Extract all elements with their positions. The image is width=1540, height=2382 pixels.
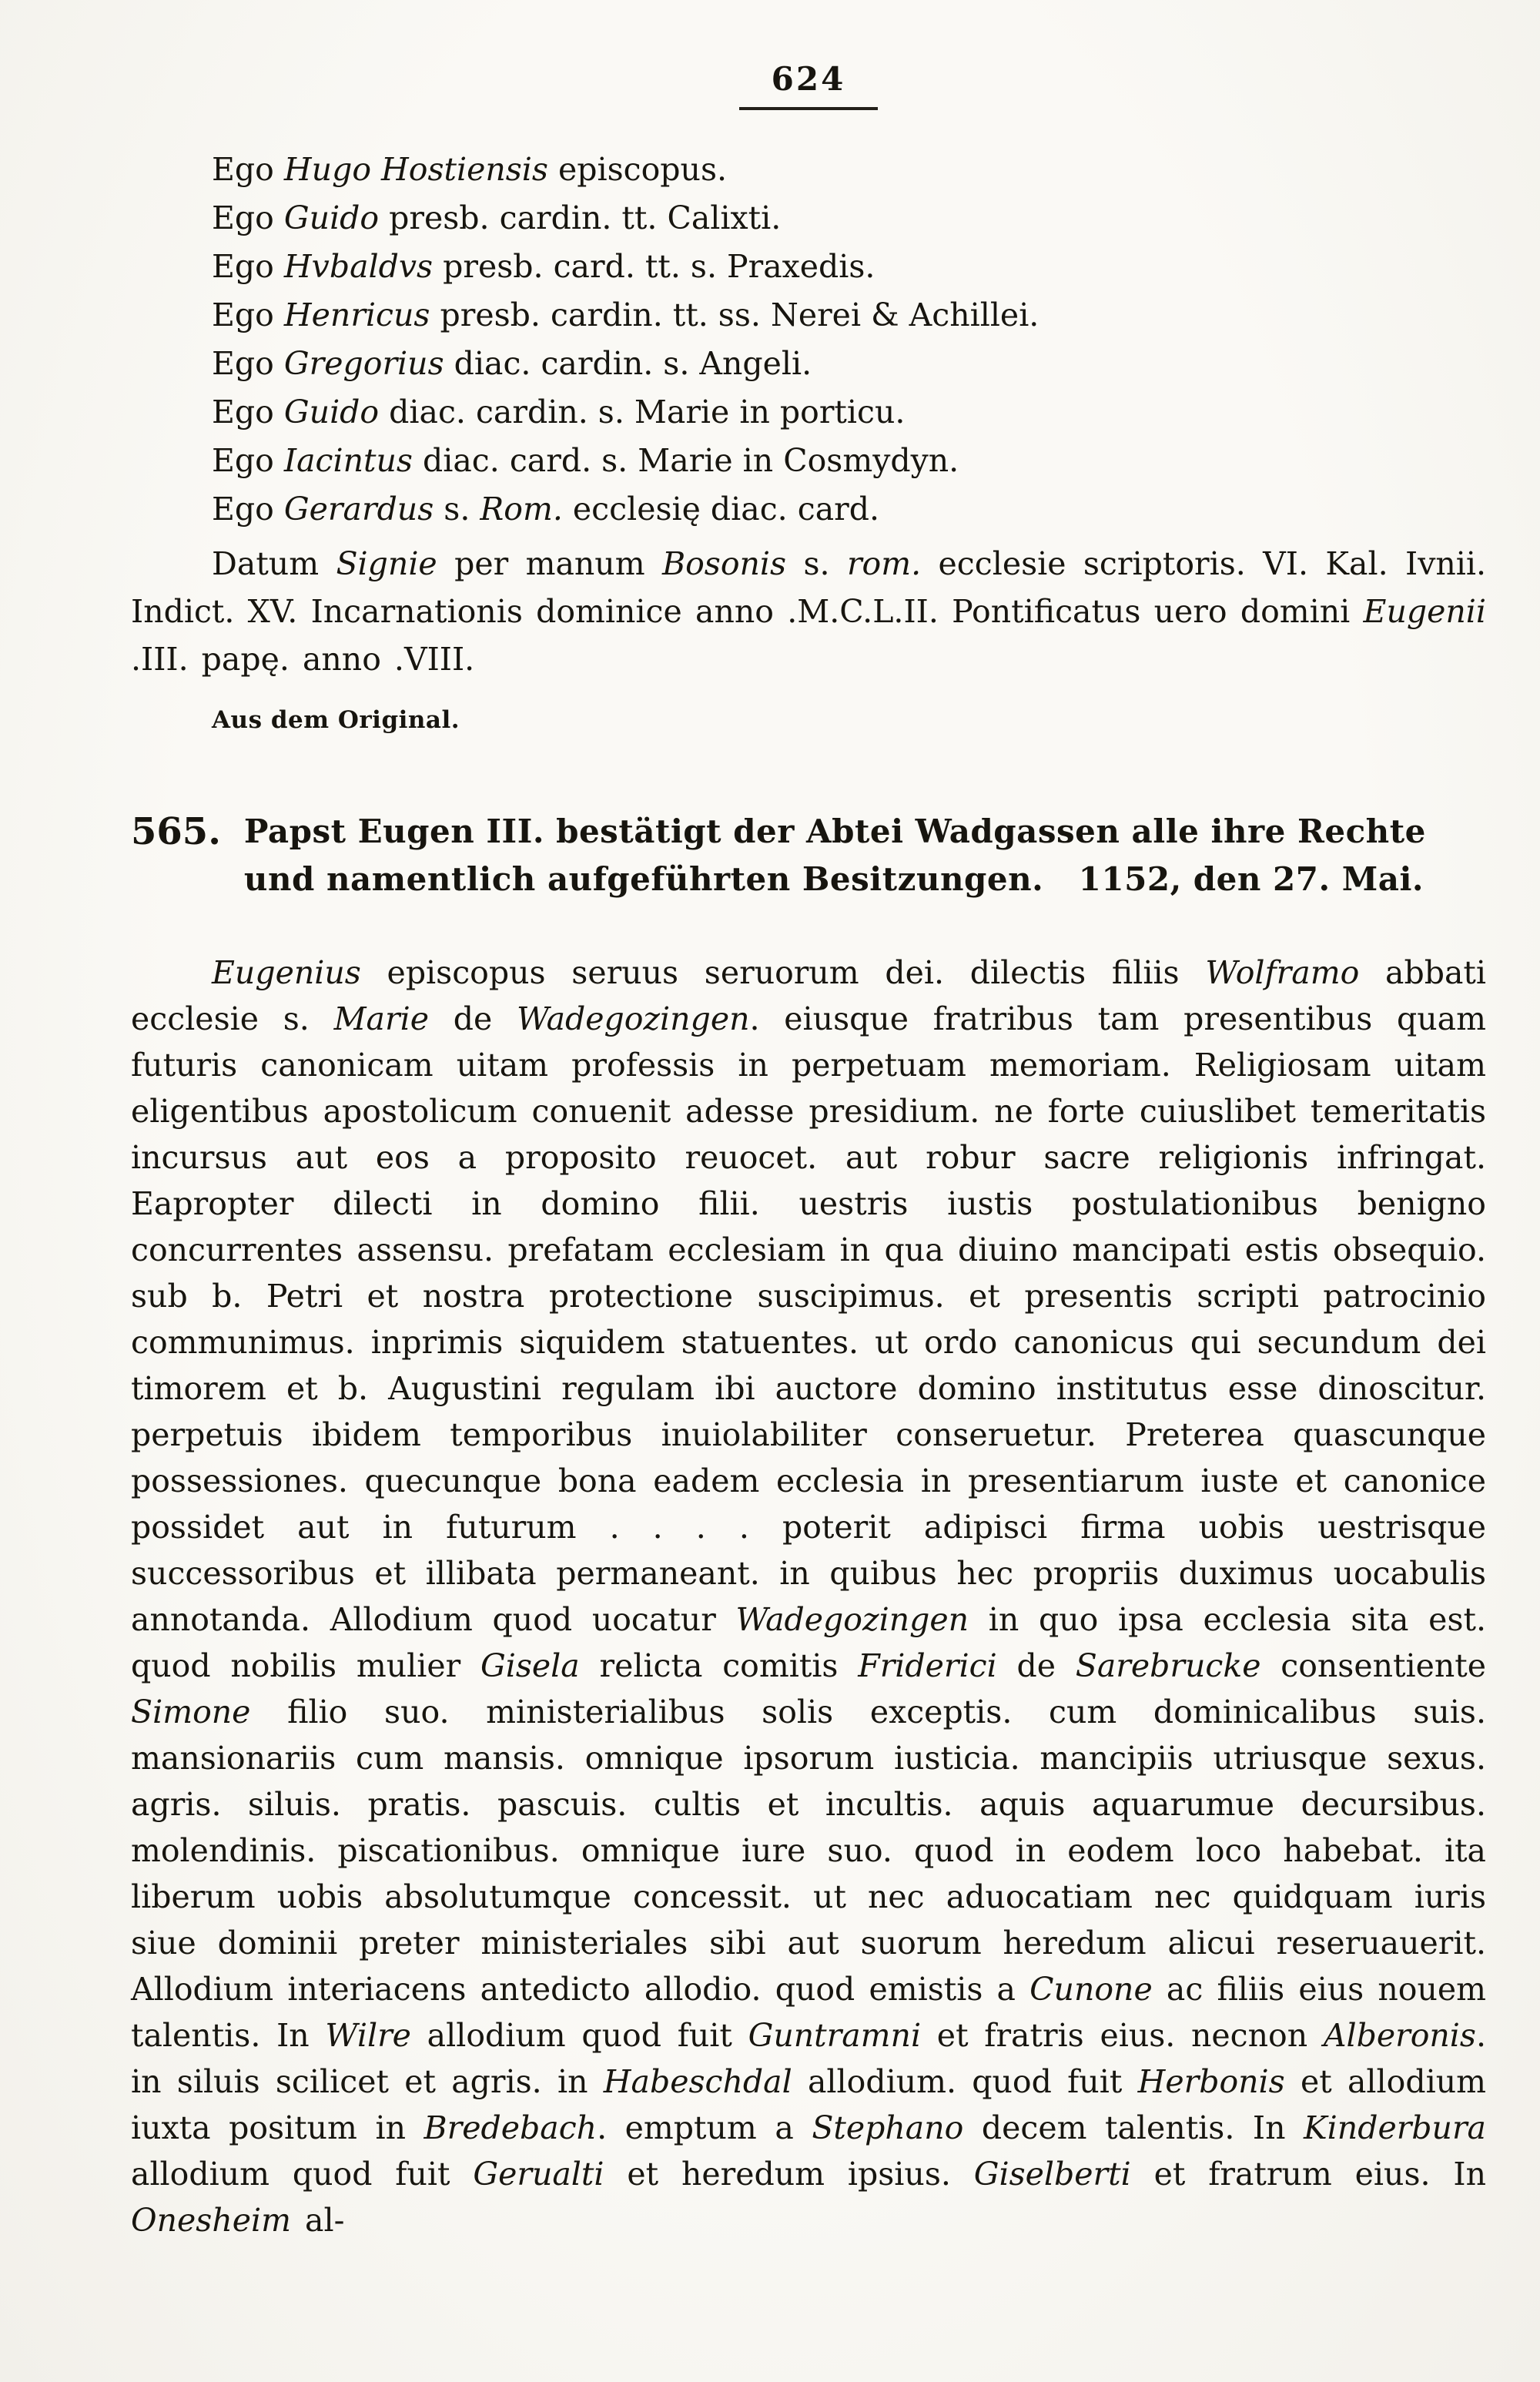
signature-line: Ego Guido diac. cardin. s. Marie in porticu.	[212, 394, 906, 431]
signature-line: Ego Henricus presb. cardin. tt. ss. Nerei & Achillei.	[212, 296, 1040, 333]
section-number: 565.	[131, 810, 221, 853]
signature-line: Ego Iacintus diac. card. s. Marie in Cosmydyn.	[212, 442, 959, 479]
section-title-line2: und namentlich aufgeführten Besitzungen. 1152, den 27. Mai.	[243, 860, 1424, 898]
section-heading	[131, 808, 1486, 903]
page-header	[131, 60, 1486, 110]
section-title	[244, 808, 1426, 903]
signature-line: Ego Guido presb. cardin. tt. Calixti.	[212, 199, 782, 236]
signature-line: Ego Gregorius diac. cardin. s. Angeli.	[212, 345, 812, 382]
signature-list	[212, 146, 1486, 534]
signature-line: Ego Gerardus s. Rom. ecclesię diac. card.	[212, 491, 880, 528]
charter-text: Eugenius episcopus seruus seruorum dei. dilectis filiis Wolframo abbati ecclesie s. Marie de Wadegozingen. eiusque fratribus tam presentibus quam futuris canonicam uitam professis in perpetuam memoriam. Religiosam uitam eligentibus apostolicum conuenit adesse presidium. ne forte cuiuslibet temeritatis incursus aut eos a proposito reuocet. aut robur sacre religionis infringat. Eapropter dilecti in domino filii. uestris iustis postulationibus benigno concurrentes assensu. prefatam ecclesiam in qua diuino mancipati estis obsequio. sub b. Petri et nostra protectione suscipimus. et presentis scripti patrocinio communimus. inprimis siquidem statuentes. ut ordo canonicus qui secundum dei timorem et b. Augustini regulam ibi auctore domino institutus esse dinoscitur. perpetuis ibidem temporibus inuiolabiliter conseruetur. Preterea quascunque possessiones. quecunque bona eadem ecclesia in presentiarum iuste et canonice possidet aut in futurum . . . . poterit adipisci firma uobis uestrisque successoribus et illibata permaneant. in quibus hec propriis duximus uocabulis annotanda. Allodium quod uocatur Wadegozingen in quo ipsa ecclesia sita est. quod nobilis mulier Gisela relicta comitis Friderici de Sarebrucke consentiente Simone filio suo. ministerialibus solis exceptis. cum dominicalibus suis. mansionariis cum mansis. omnique ipsorum iusticia. mancipiis utriusque sexus. agris. siluis. pratis. pascuis. cultis et incultis. aquis aquarumue decursibus. molendinis. piscationibus. omnique iure suo. quod in eodem loco habebat. ita liberum uobis absolutumque concessit. ut nec aduocatiam nec quidquam iuris siue dominii preter ministeriales sibi aut suorum heredum alicui reseruauerit. Allodium interiacens antedicto allodio. quod emistis a Cunone ac filiis eius nouem talentis. In Wilre allodium quod fuit Guntramni et fratris eius. necnon Alberonis. in siluis scilicet et agris. in Habeschdal allodium. quod fuit Herbonis et allodium iuxta positum in Bredebach. emptum a Stephano decem talentis. In Kinderbura allodium quod fuit Gerualti et heredum ipsius. Giselberti et fratrum eius. In Onesheim al-	[131, 954, 1487, 2239]
section-title-line1: Papst Eugen III. bestätigt der Abtei Wadgassen alle ihre Rechte	[243, 812, 1426, 850]
signature-line: Ego Hugo Hostiensis episcopus.	[212, 151, 728, 188]
signature-line: Ego Hvbaldvs presb. card. tt. s. Praxedis.	[212, 248, 875, 285]
source-note: Aus dem Original.	[212, 706, 460, 734]
datum-paragraph: Datum Signie per manum Bosonis s. rom. ecclesie scriptoris. VI. Kal. Ivnii. Indict. XV. Incarnationis dominice anno .M.C.L.II. Pontificatus uero domini Eugenii .III. papę. anno .VIII.	[131, 545, 1487, 678]
page-number: 624	[739, 60, 879, 110]
